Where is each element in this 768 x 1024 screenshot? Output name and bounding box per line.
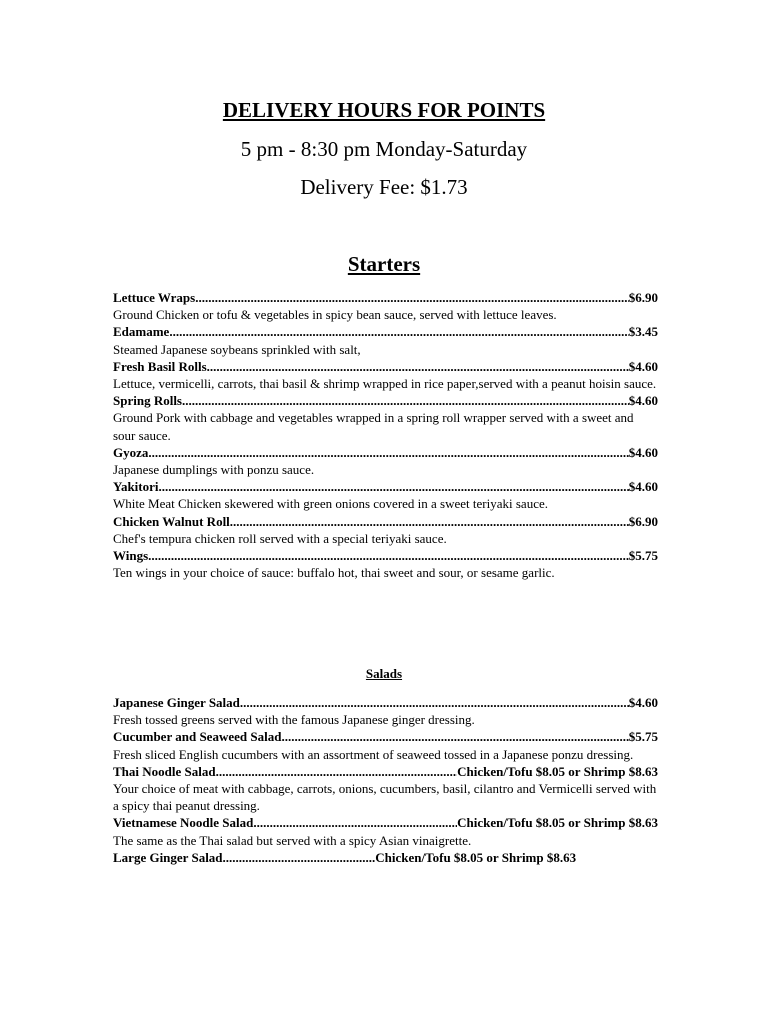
menu-item <box>113 358 658 392</box>
item-name: Large Ginger Salad <box>113 849 223 865</box>
item-name: Lettuce Wraps <box>113 290 196 305</box>
item-description: Fresh tossed greens served with the famous Japanese ginger dressing. <box>113 712 475 728</box>
item-price: Chicken/Tofu $8.05 or Shrimp $8.63 <box>457 815 658 831</box>
menu-item <box>113 728 658 762</box>
menu-item-header <box>113 849 658 866</box>
menu-item-header <box>113 728 658 745</box>
starters-heading: Starters <box>347 252 421 276</box>
menu-item-header <box>113 358 658 375</box>
menu-item <box>113 547 658 581</box>
menu-item <box>113 763 658 815</box>
item-description: Lettuce, vermicelli, carrots, thai basil & shrimp wrapped in rice paper,served with a peanut hoisin sauce. <box>113 376 657 392</box>
menu-item-header <box>113 289 658 306</box>
menu-item-header <box>113 444 658 461</box>
page-title: DELIVERY HOURS FOR POINTS <box>222 98 546 122</box>
dot-leader <box>182 392 629 409</box>
item-price: Chicken/Tofu $8.05 or Shrimp $8.63 <box>375 849 577 865</box>
item-name: Vietnamese Noodle Salad <box>113 815 254 831</box>
salads-heading: Salads <box>365 666 403 681</box>
delivery-hours: 5 pm - 8:30 pm Monday-Saturday <box>240 137 528 161</box>
item-price: $3.45 <box>628 324 658 340</box>
dot-leader <box>195 289 629 306</box>
menu-item-header <box>113 478 658 495</box>
salads-list <box>113 694 658 866</box>
menu-item <box>113 478 658 512</box>
item-price: $4.60 <box>628 479 658 495</box>
item-name: Wings <box>113 548 149 564</box>
menu-item <box>113 289 658 323</box>
item-description: Ten wings in your choice of sauce: buffalo hot, thai sweet and sour, or sesame garlic. <box>113 565 555 581</box>
item-price: $6.90 <box>628 513 658 529</box>
menu-item-header <box>113 323 658 340</box>
dot-leader <box>159 478 629 495</box>
item-name: Edamame <box>113 324 170 340</box>
menu-item-header <box>113 547 658 564</box>
dot-leader <box>281 728 628 745</box>
item-description: Steamed Japanese soybeans sprinkled with salt, <box>113 341 361 357</box>
item-description: Ground Chicken or tofu & vegetables in spicy bean sauce, served with lettuce leaves. <box>113 307 557 323</box>
dot-leader <box>230 513 629 530</box>
item-name: Spring Rolls <box>113 393 182 409</box>
menu-item-header <box>113 694 658 711</box>
item-name: Cucumber and Seaweed Salad <box>113 729 282 745</box>
dot-leader <box>240 694 629 711</box>
item-description: Chef's tempura chicken roll served with a special teriyaki sauce. <box>113 530 447 546</box>
item-price: $5.75 <box>628 729 658 745</box>
item-price: $5.75 <box>628 548 658 564</box>
item-price: Chicken/Tofu $8.05 or Shrimp $8.63 <box>457 763 658 779</box>
item-description: The same as the Thai salad but served with a spicy Asian vinaigrette. <box>113 832 472 848</box>
menu-item <box>113 849 658 866</box>
item-name: Yakitori <box>113 479 159 495</box>
dot-leader <box>216 763 458 780</box>
menu-item <box>113 444 658 478</box>
item-price: $4.60 <box>628 393 658 409</box>
item-description: Ground Pork with cabbage and vegetables wrapped in a spring roll wrapper served with a sweet and sour sauce. <box>113 410 634 443</box>
menu-item <box>113 814 658 848</box>
dot-leader <box>207 358 629 375</box>
menu-item-header <box>113 763 658 780</box>
item-price: $4.60 <box>628 444 658 460</box>
dot-leader <box>253 814 457 831</box>
dot-leader <box>148 444 628 461</box>
menu-item <box>113 392 658 444</box>
menu-item <box>113 323 658 357</box>
menu-item-header <box>113 392 658 409</box>
item-price: $4.60 <box>628 695 658 710</box>
item-name: Japanese Ginger Salad <box>113 695 240 710</box>
item-name: Fresh Basil Rolls <box>113 358 207 374</box>
menu-item <box>113 694 658 728</box>
item-description: Your choice of meat with cabbage, carrots, onions, cucumbers, basil, cilantro and Vermicelli served with a spicy thai peanut dressing. <box>113 781 657 814</box>
item-description: Fresh sliced English cucumbers with an assortment of seaweed tossed in a Japanese ponzu dressing. <box>113 746 634 762</box>
item-price: $6.90 <box>628 290 658 305</box>
dot-leader: ............................................... <box>222 849 376 865</box>
menu-item-header <box>113 513 658 530</box>
item-name: Chicken Walnut Roll <box>113 513 230 529</box>
dot-leader <box>169 323 628 340</box>
item-name: Thai Noodle Salad <box>113 763 216 779</box>
item-price: $4.60 <box>628 358 658 374</box>
item-description: White Meat Chicken skewered with green onions covered in a sweet teriyaki sauce. <box>113 496 548 512</box>
starters-list <box>113 289 658 581</box>
dot-leader <box>148 547 629 564</box>
menu-item-header <box>113 814 658 831</box>
item-name: Gyoza <box>113 444 149 460</box>
item-description: Japanese dumplings with ponzu sauce. <box>113 462 315 478</box>
menu-item <box>113 513 658 547</box>
delivery-fee: Delivery Fee: $1.73 <box>300 175 468 199</box>
